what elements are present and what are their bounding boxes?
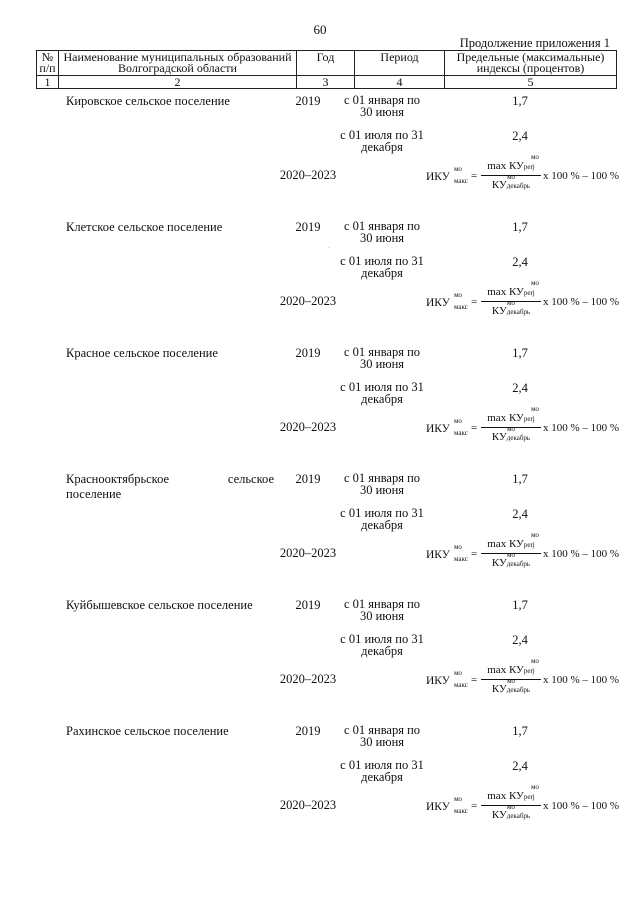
index-first-half: 1,7 [512,220,528,234]
settlement-name: Клетское сельское поселение [66,220,223,234]
year-2019: 2019 [295,598,321,612]
formula-denominator [481,299,541,317]
table-header [36,50,617,89]
period-second-half: с 01 июля по 31 декабря [340,380,424,406]
index-formula [426,783,626,828]
index-second-half: 2,4 [512,507,528,521]
formula-tail: х 100 % – 100 % [543,800,620,812]
formula-den-text: КУ [491,809,507,821]
index-second-half: 2,4 [512,759,528,773]
formula-tail: х 100 % – 100 % [543,296,620,308]
formula-lhs-sup: мо [454,543,462,551]
formula-num-text: max КУ [487,412,524,424]
period-second-half: с 01 июля по 31 декабря [340,506,424,532]
formula-num-text: max КУ [487,664,524,676]
formula-denominator [481,425,541,443]
header-col-year: Год [297,51,355,76]
formula-equals: = [471,674,478,686]
index-formula [426,405,626,450]
formula-lhs [426,669,468,689]
settlement-name: Краснооктябрьское сельское поселение [66,472,274,501]
header-col-index: Предельные (максимальные) индексы (процентов) [445,51,617,76]
formula-den-sup: мо [507,173,515,181]
formula-num-sup: мо [531,657,539,665]
year-2019: 2019 [295,724,321,738]
formula-den-sup: мо [507,551,515,559]
column-number-1: 1 [37,76,59,89]
formula-den-sup: мо [507,803,515,811]
year-range: 2020–2023 [279,294,337,308]
formula-lhs-text: ИКУ [426,423,450,435]
formula-num-sup: мо [531,405,539,413]
formula-num-text: max КУ [487,538,524,550]
header-col-name: Наименование муниципальных образований Волгоградской области [59,51,297,76]
index-first-half: 1,7 [512,598,528,612]
formula-denominator [481,803,541,821]
formula-num-text: max КУ [487,286,524,298]
formula-lhs-sup: мо [454,417,462,425]
formula-lhs-text: ИКУ [426,675,450,687]
column-number-5: 5 [445,76,617,89]
formula-lhs-text: ИКУ [426,297,450,309]
formula-equals: = [471,800,478,812]
formula-den-sup: мо [507,425,515,433]
formula-numerator [481,657,541,676]
formula-den-text: КУ [491,305,507,317]
formula-lhs [426,291,468,311]
formula-den-sub: декабрь [506,308,531,316]
period-first-half: с 01 января по 30 июня [343,93,421,119]
year-2019: 2019 [295,346,321,360]
settlement-name: Кировское сельское поселение [66,94,230,108]
continuation-caption: Продолжение приложения 1 [459,36,610,50]
year-range: 2020–2023 [279,798,337,812]
formula-denominator [481,173,541,191]
formula-num-sub: perj [523,289,535,297]
column-number-2: 2 [59,76,297,89]
table-row [0,94,640,220]
year-range: 2020–2023 [279,546,337,560]
formula-den-sup: мо [507,299,515,307]
formula-num-sup: мо [531,783,539,791]
index-formula [426,153,626,198]
formula-num-sup: мо [531,531,539,539]
formula-den-sub: декабрь [506,686,531,694]
column-number-3: 3 [297,76,355,89]
year-range: 2020–2023 [279,672,337,686]
table-row [0,598,640,724]
index-second-half: 2,4 [512,255,528,269]
page-number: 60 [313,22,327,37]
period-first-half: с 01 января по 30 июня [343,471,421,497]
formula-equals: = [471,296,478,308]
formula-lhs-sup: мо [454,165,462,173]
formula-den-sub: декабрь [506,812,531,820]
formula-den-text: КУ [491,683,507,695]
formula-den-text: КУ [491,557,507,569]
settlement-name: Рахинское сельское поселение [66,724,229,738]
table-row [0,724,640,850]
formula-num-sub: perj [523,163,535,171]
period-second-half: с 01 июля по 31 декабря [340,254,424,280]
formula-num-sub: perj [523,793,535,801]
settlement-name: Красное сельское поселение [66,346,218,360]
formula-lhs-sub: макс [454,681,468,689]
formula-lhs-sup: мо [454,795,462,803]
formula-denominator [481,551,541,569]
formula-num-sup: мо [531,153,539,161]
year-range: 2020–2023 [279,168,337,182]
index-second-half: 2,4 [512,633,528,647]
period-second-half: с 01 июля по 31 декабря [340,128,424,154]
formula-lhs-sub: макс [454,555,468,563]
formula-numerator [481,153,541,172]
header-col-period: Период [355,51,445,76]
formula-lhs-sup: мо [454,669,462,677]
formula-tail: х 100 % – 100 % [543,422,620,434]
formula-numerator [481,783,541,802]
period-first-half: с 01 января по 30 июня [343,723,421,749]
formula-denominator [481,677,541,695]
period-second-half: с 01 июля по 31 декабря [340,758,424,784]
formula-equals: = [471,170,478,182]
table-row [0,220,640,346]
settlement-name: Куйбышевское сельское поселение [66,598,253,612]
scan-dot: · [328,245,330,251]
formula-lhs-text: ИКУ [426,549,450,561]
header-row [37,51,617,76]
index-second-half: 2,4 [512,129,528,143]
year-range: 2020–2023 [279,420,337,434]
formula-num-sup: мо [531,279,539,287]
index-first-half: 1,7 [512,94,528,108]
formula-equals: = [471,548,478,560]
period-first-half: с 01 января по 30 июня [343,219,421,245]
index-first-half: 1,7 [512,724,528,738]
period-second-half: с 01 июля по 31 декабря [340,632,424,658]
formula-den-text: КУ [491,431,507,443]
year-2019: 2019 [295,94,321,108]
header-col-number: № п/п [37,51,59,76]
period-first-half: с 01 января по 30 июня [343,345,421,371]
index-formula [426,279,626,324]
formula-num-sub: perj [523,667,535,675]
formula-den-sub: декабрь [506,182,531,190]
formula-den-sub: декабрь [506,560,531,568]
formula-tail: х 100 % – 100 % [543,170,620,182]
period-first-half: с 01 января по 30 июня [343,597,421,623]
column-numbers-row [37,76,617,89]
formula-lhs-sub: макс [454,303,468,311]
index-first-half: 1,7 [512,472,528,486]
formula-lhs-sub: макс [454,807,468,815]
formula-num-text: max КУ [487,790,524,802]
year-2019: 2019 [295,220,321,234]
table-row [0,346,640,472]
formula-lhs [426,543,468,563]
formula-lhs-text: ИКУ [426,171,450,183]
formula-equals: = [471,422,478,434]
formula-num-sub: perj [523,415,535,423]
formula-den-text: КУ [491,179,507,191]
formula-lhs-sub: макс [454,177,468,185]
year-2019: 2019 [295,472,321,486]
formula-den-sup: мо [507,677,515,685]
formula-numerator [481,279,541,298]
formula-numerator [481,405,541,424]
index-first-half: 1,7 [512,346,528,360]
formula-lhs [426,165,468,185]
formula-lhs-sup: мо [454,291,462,299]
formula-tail: х 100 % – 100 % [543,548,620,560]
index-second-half: 2,4 [512,381,528,395]
formula-lhs [426,795,468,815]
formula-num-sub: perj [523,541,535,549]
formula-lhs [426,417,468,437]
table-row [0,472,640,598]
formula-tail: х 100 % – 100 % [543,674,620,686]
column-number-4: 4 [355,76,445,89]
index-formula [426,657,626,702]
index-formula [426,531,626,576]
formula-lhs-sub: макс [454,429,468,437]
formula-lhs-text: ИКУ [426,801,450,813]
formula-numerator [481,531,541,550]
formula-den-sub: декабрь [506,434,531,442]
formula-num-text: max КУ [487,160,524,172]
